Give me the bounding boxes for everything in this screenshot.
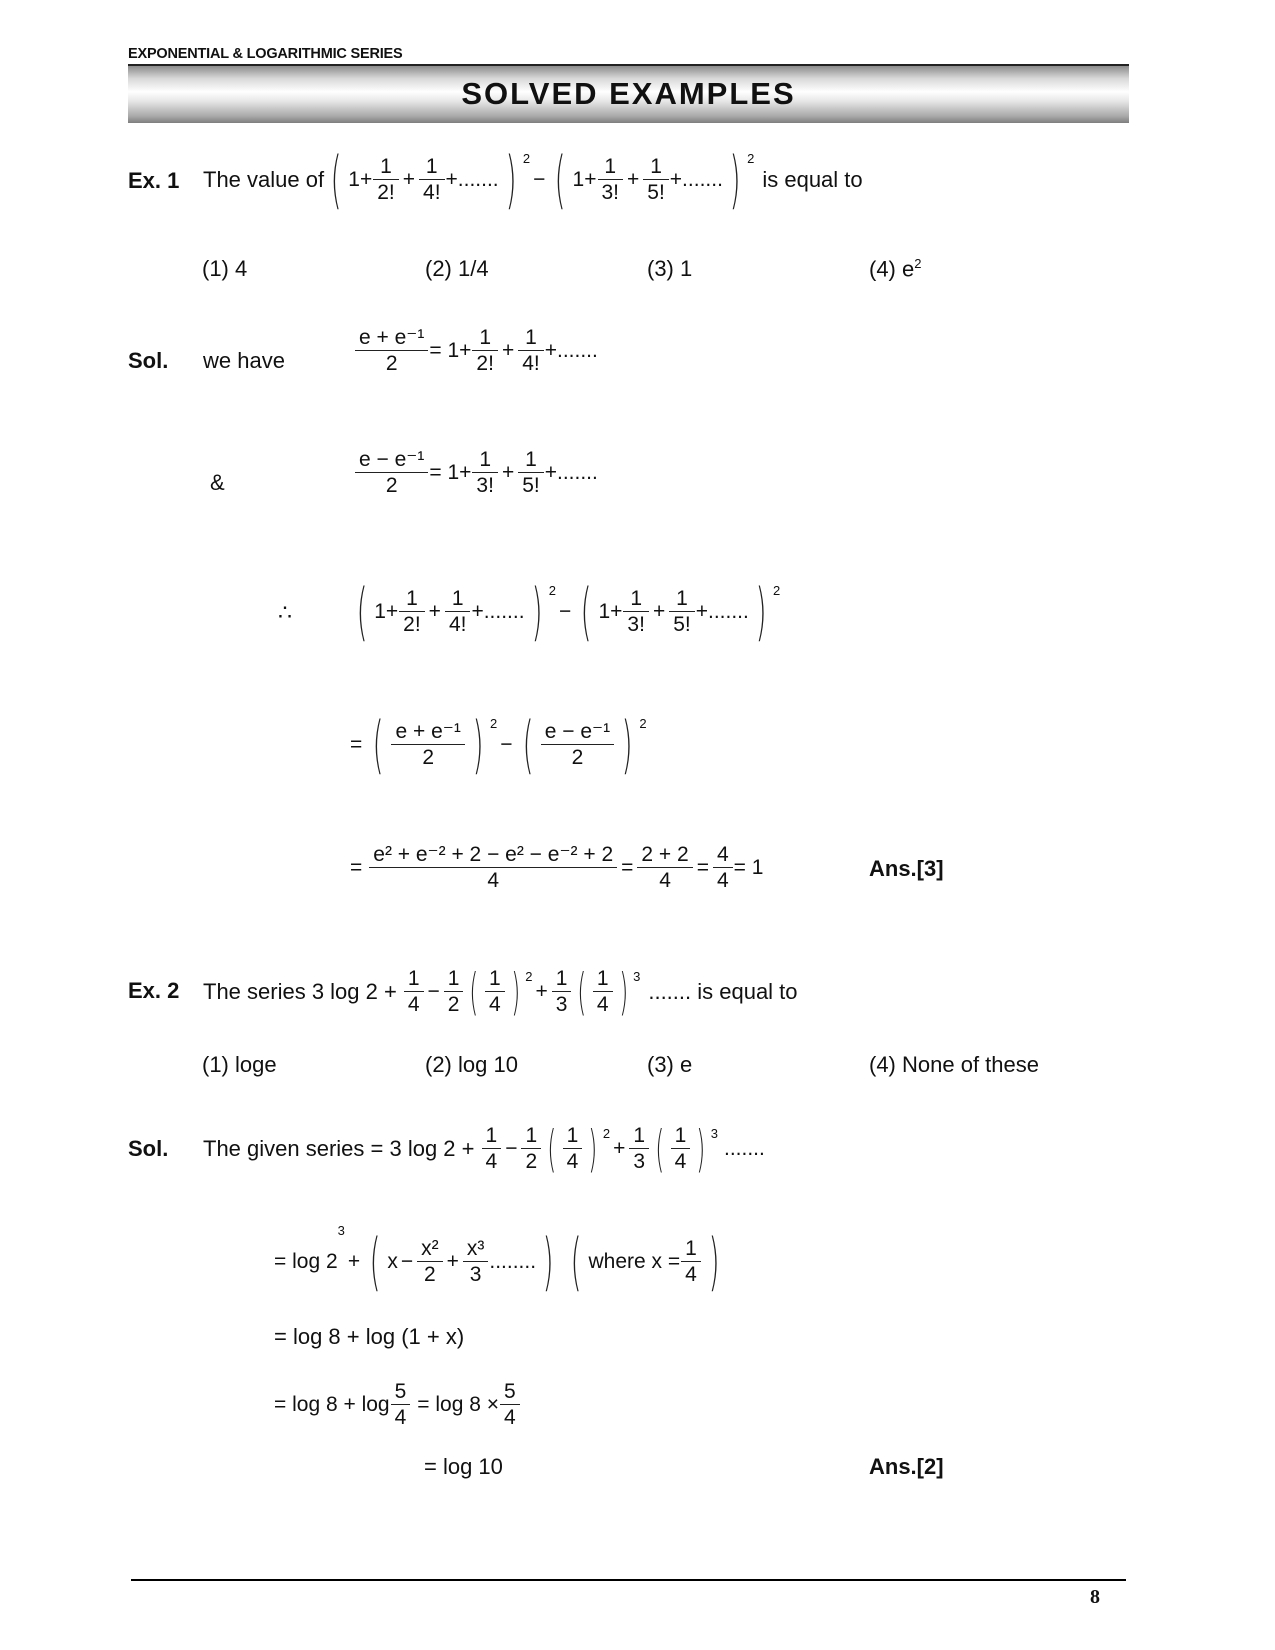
numerator: x³ xyxy=(466,1236,485,1260)
ellipsis: +....... xyxy=(445,168,499,191)
plus: + xyxy=(446,1250,459,1273)
ex1-option-1: (1) 4 xyxy=(202,256,248,281)
left-paren: ( xyxy=(554,143,566,216)
plus: + xyxy=(347,1250,361,1273)
ex2-option-1: (1) loge xyxy=(202,1052,277,1077)
where-clause: where x = xyxy=(588,1250,681,1273)
section-banner xyxy=(128,64,1129,123)
left-paren: ( xyxy=(356,575,368,648)
denominator: 4 xyxy=(713,867,733,893)
fraction xyxy=(406,967,422,1017)
fraction xyxy=(474,326,496,376)
right-paren: ) xyxy=(511,962,520,1021)
ex2-option-3: (3) e xyxy=(647,1052,693,1077)
denominator: 4! xyxy=(419,179,445,205)
fraction xyxy=(595,967,611,1017)
ex2-option-4: (4) None of these xyxy=(869,1052,1039,1077)
fraction xyxy=(671,587,693,637)
ex2-sol-label: Sol. xyxy=(128,1136,169,1161)
numerator: 2 + 2 xyxy=(641,843,689,866)
ex2-sol-line4 xyxy=(274,1380,521,1430)
fraction xyxy=(419,1237,441,1287)
fraction xyxy=(520,326,542,376)
right-paren: ) xyxy=(542,1225,554,1298)
minus: − xyxy=(400,1250,414,1273)
variable: x xyxy=(387,1250,398,1273)
option-sup: 2 xyxy=(914,256,922,271)
denominator: 3! xyxy=(472,472,498,498)
right-paren: ) xyxy=(472,708,484,781)
fraction xyxy=(625,587,647,637)
fraction xyxy=(393,720,462,770)
numerator: 1 xyxy=(479,326,492,349)
minus: − xyxy=(427,979,440,1003)
exponent: 3 xyxy=(337,1223,345,1238)
ex2-prompt-prefix: The series 3 log 2 + xyxy=(203,979,397,1004)
denominator: 4 xyxy=(593,991,613,1017)
fraction xyxy=(357,326,426,376)
right-paren: ) xyxy=(696,1119,706,1178)
left-paren: ( xyxy=(547,1119,557,1178)
numerator: 1 xyxy=(407,966,420,990)
denominator: 5! xyxy=(518,472,544,498)
running-header: EXPONENTIAL & LOGARITHMIC SERIES xyxy=(128,46,403,62)
fraction xyxy=(484,1124,500,1174)
denominator: 4! xyxy=(445,611,471,637)
left-paren: ( xyxy=(372,708,384,781)
rhs: = 1+ xyxy=(429,339,472,363)
ellipsis: ........ xyxy=(489,1250,537,1273)
equals: = xyxy=(350,856,363,880)
right-paren: ) xyxy=(505,143,517,216)
exponent: 3 xyxy=(710,1125,718,1141)
exponent: 2 xyxy=(747,151,755,166)
left-paren: ( xyxy=(330,143,342,216)
ex1-prompt-suffix: is equal to xyxy=(762,167,863,192)
ex1-sol-we-have: we have xyxy=(203,348,285,373)
exponent: 2 xyxy=(639,716,647,731)
numerator: 1 xyxy=(685,1236,697,1260)
ex1-prompt-prefix: The value of xyxy=(203,167,325,192)
numerator: 1 xyxy=(489,966,501,990)
numerator: 1 xyxy=(485,1123,498,1147)
left-paren: ( xyxy=(580,575,592,648)
denominator: 4 xyxy=(637,867,692,893)
ex1-series-b xyxy=(548,143,755,216)
fraction xyxy=(447,587,469,637)
denominator: 2 xyxy=(355,472,428,498)
fraction xyxy=(401,587,423,637)
ex2-question xyxy=(203,952,798,1032)
ex1-sol-eq5 xyxy=(350,843,763,893)
left-paren: ( xyxy=(570,1225,582,1298)
ex1-sol-label: Sol. xyxy=(128,348,169,373)
ex1-option-2: (2) 1/4 xyxy=(425,256,489,281)
ellipsis: +....... xyxy=(669,168,723,191)
denominator: 2! xyxy=(472,350,498,376)
ex2-sol-line2 xyxy=(274,1222,726,1302)
numerator: 1 xyxy=(566,1123,579,1147)
minus: − xyxy=(500,733,513,756)
fraction xyxy=(543,720,612,770)
numerator: 1 xyxy=(380,154,392,178)
denominator: 4 xyxy=(681,1261,701,1287)
ellipsis: +....... xyxy=(544,461,598,485)
plus: + xyxy=(652,600,666,623)
plus: + xyxy=(627,168,640,191)
ex2-sol-line3: = log 8 + log (1 + x) xyxy=(274,1324,465,1349)
equals: = xyxy=(621,856,634,880)
fraction xyxy=(645,155,667,205)
exponent: 2 xyxy=(773,583,781,598)
numerator: 1 xyxy=(425,154,438,178)
exponent: 2 xyxy=(602,1125,611,1141)
numerator: e² + e⁻² + 2 − e² − e⁻² + 2 xyxy=(373,843,614,866)
rhs: = 1+ xyxy=(429,461,472,485)
denominator: 2 xyxy=(355,350,428,376)
denominator: 4 xyxy=(500,1404,520,1430)
term: 1+ xyxy=(598,600,623,623)
ex1-label: Ex. 1 xyxy=(128,168,180,193)
numerator: 1 xyxy=(447,966,460,990)
result: = 1 xyxy=(733,856,764,880)
numerator: 1 xyxy=(633,1123,646,1147)
denominator: 2 xyxy=(541,744,614,770)
ex1-answer: Ans.[3] xyxy=(869,856,944,881)
fraction xyxy=(683,1237,699,1287)
numerator: e − e⁻¹ xyxy=(544,719,611,743)
fraction xyxy=(465,1237,487,1287)
fraction xyxy=(520,448,542,498)
numerator: 4 xyxy=(716,843,729,866)
denominator: 4 xyxy=(671,1148,691,1174)
fraction xyxy=(715,843,731,893)
section-title: SOLVED EXAMPLES xyxy=(461,76,796,111)
ex1-sol-eq3 xyxy=(350,572,780,652)
right-paren: ) xyxy=(588,1119,598,1178)
product: = log 8 × xyxy=(417,1393,500,1417)
numerator: e + e⁻¹ xyxy=(359,326,425,349)
numerator: e − e⁻¹ xyxy=(359,448,425,471)
sol-text: The given series = 3 log 2 + xyxy=(203,1136,475,1161)
right-paren: ) xyxy=(708,1225,720,1298)
exponent: 2 xyxy=(522,151,531,166)
ellipsis: +....... xyxy=(544,339,598,363)
ex1-sol-eq2 xyxy=(354,448,598,498)
fraction xyxy=(554,967,570,1017)
exponent: 3 xyxy=(633,968,641,984)
ellipsis: ....... xyxy=(724,1136,765,1160)
right-paren: ) xyxy=(618,962,628,1021)
denominator: 4! xyxy=(518,350,544,376)
plus: + xyxy=(613,1136,626,1160)
numerator: 1 xyxy=(555,966,568,990)
numerator: 1 xyxy=(451,586,464,610)
denominator: 3 xyxy=(552,991,572,1017)
log-term: = log 8 + log xyxy=(274,1393,390,1417)
numerator: 1 xyxy=(479,448,492,471)
numerator: e + e⁻¹ xyxy=(395,719,461,743)
left-paren: ( xyxy=(522,708,534,781)
numerator: 1 xyxy=(596,966,609,990)
fraction xyxy=(474,448,496,498)
exponent: 2 xyxy=(548,583,556,598)
fraction xyxy=(673,1124,689,1174)
fraction xyxy=(502,1380,518,1430)
numerator: 5 xyxy=(504,1380,516,1403)
footer-rule xyxy=(131,1579,1126,1581)
ex2-option-2: (2) log 10 xyxy=(425,1052,518,1077)
denominator: 2! xyxy=(373,179,399,205)
ex2-sol-line5: = log 10 xyxy=(424,1454,503,1479)
plus: + xyxy=(501,461,515,485)
ellipsis: +....... xyxy=(471,600,525,623)
denominator: 5! xyxy=(643,179,669,205)
left-paren: ( xyxy=(577,962,587,1021)
numerator: 1 xyxy=(525,448,537,471)
ex1-question xyxy=(203,140,863,220)
right-paren: ) xyxy=(531,575,543,648)
plus: + xyxy=(535,979,548,1003)
fraction xyxy=(487,967,503,1017)
left-paren: ( xyxy=(369,1225,381,1298)
plus: + xyxy=(402,168,416,191)
denominator: 4 xyxy=(369,867,617,893)
term: 1+ xyxy=(572,168,597,191)
denominator: 4 xyxy=(563,1148,583,1174)
numerator: x² xyxy=(421,1236,439,1260)
denominator: 5! xyxy=(669,611,695,637)
page-number: 8 xyxy=(1090,1586,1100,1608)
equals: = xyxy=(350,733,363,756)
numerator: 1 xyxy=(525,1123,538,1147)
denominator: 4 xyxy=(485,991,505,1017)
fraction xyxy=(421,155,443,205)
minus: − xyxy=(533,168,546,191)
therefore-symbol: ∴ xyxy=(278,600,292,625)
fraction xyxy=(371,843,615,893)
denominator: 3 xyxy=(629,1148,649,1174)
fraction xyxy=(565,1124,581,1174)
ex1-series-a xyxy=(324,143,531,216)
numerator: 5 xyxy=(394,1380,407,1403)
plus: + xyxy=(501,339,515,363)
minus: − xyxy=(505,1136,518,1160)
right-paren: ) xyxy=(729,143,741,216)
fraction xyxy=(446,967,462,1017)
denominator: 4 xyxy=(391,1404,411,1430)
numerator: 1 xyxy=(604,154,617,178)
ex1-option-4 xyxy=(869,256,921,282)
minus: − xyxy=(559,600,572,623)
left-paren: ( xyxy=(469,962,479,1021)
ex2-label: Ex. 2 xyxy=(128,978,180,1003)
term: 1+ xyxy=(348,168,373,191)
numerator: 1 xyxy=(674,1123,687,1147)
equals: = xyxy=(696,856,709,880)
log-term: = log 2 xyxy=(274,1250,338,1273)
exponent: 2 xyxy=(525,968,533,984)
right-paren: ) xyxy=(755,575,767,648)
denominator: 4 xyxy=(404,991,424,1017)
ex2-answer: Ans.[2] xyxy=(869,1454,944,1479)
denominator: 2 xyxy=(444,991,464,1017)
denominator: 2! xyxy=(399,611,425,637)
denominator: 2 xyxy=(417,1261,443,1287)
denominator: 3! xyxy=(623,611,649,637)
ex1-sol-eq4 xyxy=(350,705,647,785)
fraction xyxy=(375,155,397,205)
denominator: 2 xyxy=(391,744,464,770)
term: 1+ xyxy=(374,600,399,623)
denominator: 3 xyxy=(463,1261,489,1287)
fraction xyxy=(357,448,426,498)
ex2-prompt-suffix: ....... is equal to xyxy=(648,979,798,1004)
option-text: (4) e xyxy=(869,256,915,282)
ellipsis: +....... xyxy=(695,600,749,623)
fraction xyxy=(393,1380,409,1430)
numerator: 1 xyxy=(630,586,643,610)
fraction xyxy=(600,155,622,205)
plus: + xyxy=(428,600,441,623)
exponent: 2 xyxy=(490,716,498,731)
denominator: 4 xyxy=(482,1148,502,1174)
numerator: 1 xyxy=(676,586,688,610)
numerator: 1 xyxy=(406,586,418,610)
fraction xyxy=(631,1124,647,1174)
ex1-label-wrap xyxy=(128,168,179,194)
right-paren: ) xyxy=(621,708,633,781)
fraction xyxy=(523,1124,539,1174)
fraction xyxy=(639,843,690,893)
ex1-sol-eq1 xyxy=(354,326,598,376)
ex1-sol-ampersand: & xyxy=(210,470,225,495)
denominator: 3! xyxy=(598,179,624,205)
ex2-sol-line1 xyxy=(203,1109,765,1189)
ex1-option-3: (3) 1 xyxy=(647,256,693,281)
left-paren: ( xyxy=(655,1119,665,1178)
numerator: 1 xyxy=(650,154,662,178)
numerator: 1 xyxy=(525,326,537,349)
denominator: 2 xyxy=(521,1148,541,1174)
